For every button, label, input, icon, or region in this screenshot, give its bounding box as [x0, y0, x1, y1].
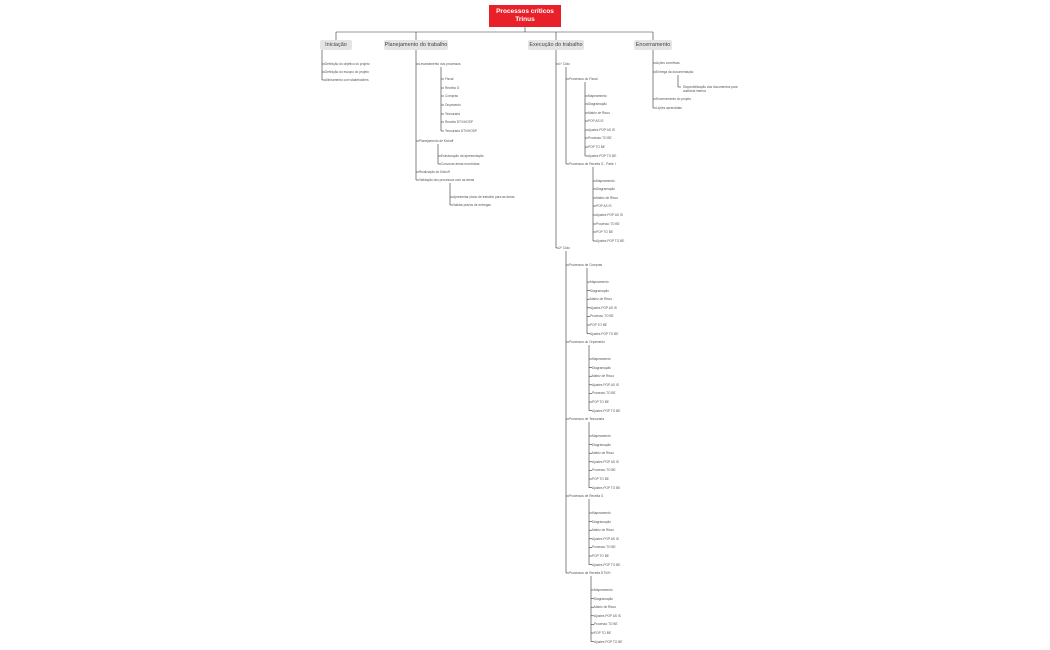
- step-item[interactable]: Mapeamento: [588, 94, 607, 98]
- closing-item[interactable]: Ações corretivas: [656, 61, 680, 65]
- step-item[interactable]: Ajustes POP AS IS: [592, 459, 619, 464]
- kickoff-item[interactable]: Estruturação da apresentação: [441, 154, 484, 158]
- step-item[interactable]: Matriz de Risco: [592, 374, 614, 379]
- closing-subitem[interactable]: Disponibilização dos documentos para auditoria interna: [683, 85, 738, 93]
- step-item[interactable]: Mapeamento: [592, 434, 611, 438]
- survey-item[interactable]: Fiscal: [445, 77, 454, 81]
- step-item[interactable]: Diagramação: [594, 596, 613, 601]
- step-item[interactable]: Processo TO BE: [596, 222, 620, 226]
- cycle-node[interactable]: 2º Ciclo: [559, 246, 570, 250]
- planning-item[interactable]: Levantamento dos processos: [419, 62, 461, 66]
- step-item[interactable]: Diagramação: [592, 442, 611, 447]
- step-item[interactable]: Ajustes POP TO BE: [594, 639, 623, 644]
- step-item[interactable]: Diagramação: [592, 365, 611, 370]
- step-item[interactable]: Ajustes POP AS IS: [588, 128, 615, 132]
- cycle-node[interactable]: 1º Ciclo: [559, 62, 570, 66]
- process-node[interactable]: Processos do Fiscal: [569, 77, 598, 81]
- validation-item[interactable]: Apresentar plano de trabalho para as áreas: [453, 195, 515, 199]
- step-item[interactable]: Matriz de Risco: [592, 528, 614, 533]
- step-item[interactable]: Processo TO BE: [592, 391, 616, 396]
- step-item[interactable]: Ajustes POP TO BE: [592, 562, 621, 567]
- step-item[interactable]: Matriz de Risco: [588, 111, 610, 115]
- step-item[interactable]: POP TO BE: [594, 631, 612, 635]
- process-node[interactable]: Processos de Receita G: [569, 494, 604, 498]
- process-node[interactable]: Processos de Receita G - Parte I: [569, 162, 616, 166]
- planning-item[interactable]: Validação dos processos com as áreas: [419, 178, 475, 182]
- step-item[interactable]: POP TO BE: [592, 477, 610, 481]
- phase-node[interactable]: Encerramento: [635, 42, 671, 48]
- step-item[interactable]: Processo TO BE: [594, 622, 618, 627]
- step-item[interactable]: Mapeamento: [594, 588, 613, 592]
- step-item[interactable]: Mapeamento: [592, 511, 611, 515]
- step-item[interactable]: POP TO BE: [588, 145, 606, 149]
- phase-node[interactable]: Execução do trabalho: [529, 42, 583, 48]
- step-item[interactable]: Ajustes POP AS IS: [592, 536, 619, 541]
- kickoff-item[interactable]: Convocar áreas envolvidas: [441, 162, 480, 166]
- step-item[interactable]: Mapeamento: [596, 179, 615, 183]
- step-item[interactable]: POP TO BE: [592, 400, 610, 404]
- step-item[interactable]: Diagramação: [596, 187, 615, 191]
- initiation-item[interactable]: Alinhamento com stakeholders: [325, 78, 369, 82]
- step-item[interactable]: Diagramação: [590, 288, 609, 293]
- step-item[interactable]: Processo TO BE: [590, 314, 614, 319]
- closing-item[interactable]: Lições aprendidas: [656, 106, 682, 110]
- survey-item[interactable]: Orçamento: [445, 103, 461, 107]
- step-item[interactable]: Ajustes POP TO BE: [590, 331, 619, 336]
- survey-item[interactable]: Compras: [445, 94, 458, 98]
- initiation-item[interactable]: Definição do escopo do projeto: [325, 70, 369, 74]
- initiation-item[interactable]: Definição do objetivo do projeto: [325, 62, 370, 66]
- survey-item[interactable]: Receita G: [445, 86, 460, 90]
- process-node[interactable]: Processos do Orçamento: [569, 340, 605, 344]
- step-item[interactable]: POP TO BE: [590, 323, 608, 327]
- root-node[interactable]: [489, 5, 561, 27]
- step-item[interactable]: Diagramação: [592, 519, 611, 524]
- process-node[interactable]: Processos de Tesouraria: [569, 417, 605, 421]
- survey-item[interactable]: Tesouraria DTV/HOSP: [445, 129, 478, 133]
- step-item[interactable]: Ajustes POP AS IS: [594, 613, 621, 618]
- step-item[interactable]: Matriz de Risco: [596, 196, 618, 200]
- validation-item[interactable]: Validar prazos de entregas: [453, 203, 491, 207]
- step-item[interactable]: Matriz de Risco: [590, 297, 612, 302]
- closing-item[interactable]: Encerramento do projeto: [656, 97, 692, 101]
- step-item[interactable]: Processo TO BE: [592, 545, 616, 550]
- step-item[interactable]: Diagramação: [588, 102, 607, 106]
- step-item[interactable]: Ajustes POP TO BE: [592, 485, 621, 490]
- step-item[interactable]: Mapeamento: [590, 280, 609, 284]
- survey-item[interactable]: Tesouraria: [445, 112, 460, 116]
- process-node[interactable]: Processos de Receita DTV/H: [569, 571, 611, 575]
- step-item[interactable]: Matriz de Risco: [592, 451, 614, 456]
- phase-node[interactable]: Iniciação: [320, 40, 352, 50]
- step-item[interactable]: Processo TO BE: [588, 136, 612, 140]
- step-item[interactable]: Ajustes POP TO BE: [592, 408, 621, 413]
- survey-item[interactable]: Receita DTV/HOSP: [445, 120, 473, 124]
- step-item[interactable]: Ajustes POP TO BE: [596, 239, 625, 243]
- root-subtitle: Trinus: [515, 16, 535, 23]
- planning-item[interactable]: Realização do Kickoff: [419, 170, 450, 174]
- step-item[interactable]: Matriz de Risco: [594, 605, 616, 610]
- planning-item[interactable]: Planejamento de Kickoff: [419, 139, 454, 143]
- step-item[interactable]: Mapeamento: [592, 357, 611, 361]
- step-item[interactable]: POP AS IS: [596, 204, 612, 208]
- step-item[interactable]: Processo TO BE: [592, 468, 616, 473]
- step-item[interactable]: POP TO BE: [596, 230, 614, 234]
- step-item[interactable]: Ajustes POP AS IS: [596, 213, 623, 217]
- step-item[interactable]: Ajustes POP AS IS: [592, 382, 619, 387]
- process-node[interactable]: Processos de Compras: [569, 263, 603, 267]
- closing-item[interactable]: Entrega da documentação: [656, 70, 694, 74]
- step-item[interactable]: Ajustes POP TO BE: [588, 154, 617, 158]
- root-title: Processos críticos: [496, 8, 554, 15]
- phase-node[interactable]: Planejamento do trabalho: [384, 42, 448, 48]
- step-item[interactable]: POP TO BE: [592, 554, 610, 558]
- step-item[interactable]: POP AS IS: [588, 119, 604, 123]
- step-item[interactable]: Ajustes POP AS IS: [590, 305, 617, 310]
